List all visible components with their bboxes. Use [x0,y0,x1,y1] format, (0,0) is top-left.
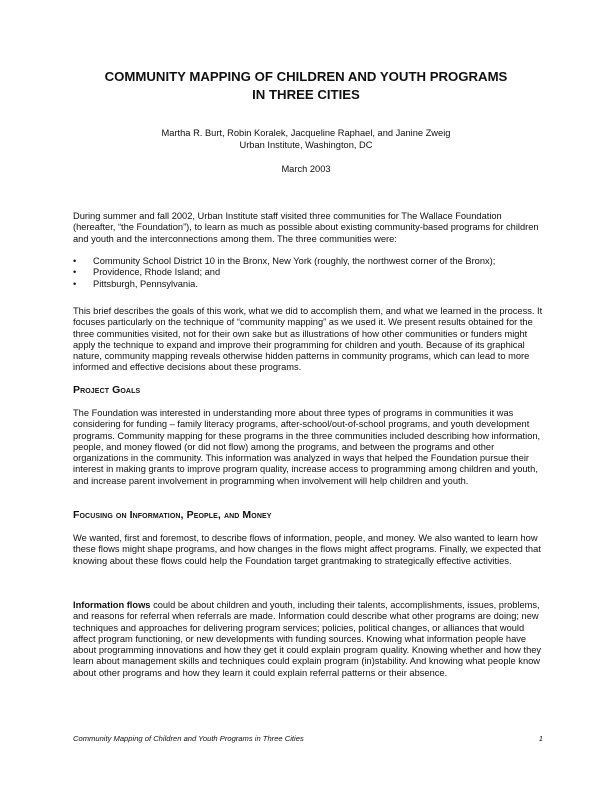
author-block [60,127,552,151]
bullet-icon: • [73,267,77,278]
list-item: • Community School District 10 in the Bronx, New York (roughly, the northwest corner of the Bronx); [73,256,496,266]
info-flows-text: could be about children and youth, including their talents, accomplishments, issues, problems, and reasons for referral when referrals are made. Information could describe what other programs are doing; new techniques and approaches for delivering program services; policies, political changes, or alliances that would affect program functioning, or new developments with funding sources. Knowing what information people have about programming innovations and how they get it could explain program quality. Knowing whether and how they learn about management skills and techniques could explain program (in)stability. And knowing what people know about other programs and how they learn it could explain referral patterns or their absence. [73,600,542,678]
brief-paragraph: This brief describes the goals of this work, what we did to accomplish them, and what we learned in the process. It focuses particularly on the technique of “community mapping” as we used it. We present results obtained for the three communities visited, not for their own sake but as illustrations of how other communities or funders might apply the technique to expand and improve their programming for children and youth. Because of its graphical nature, community mapping reveals otherwise hidden patterns in community programs, which can lead to more informed and effective decisions about these programs. [73,306,543,373]
title-line-2: IN THREE CITIES [252,87,360,102]
section-heading-focus: Focusing on Information, People, and Money [73,509,272,521]
goals-paragraph: The Foundation was interested in understanding more about three types of programs in communities it was considering for funding – family literacy programs, after-school/out-of-school programs, and youth development programs. Community mapping for these programs in the three communities included describing how information, people, and money flowed (or did not flow) among the programs, and between the programs and other organizations in the community. This information was analyzed in ways that helped the Foundation pursue their interest in making grants to improve program quality, increase access to programming among children and youth, and increase parent involvement in programming when involvement will help children and youth. [73,408,541,486]
bullet-icon: • [73,278,77,289]
publication-date: March 2003 [281,164,331,174]
title-line-1: COMMUNITY MAPPING OF CHILDREN AND YOUTH PROGRAMS [104,69,508,84]
bullet-icon: • [73,256,77,266]
list-item: • Providence, Rhode Island; and [73,267,221,278]
author-names: Martha R. Burt, Robin Koralek, Jacqueline Raphael, and Janine Zweig [161,128,451,138]
info-flows-paragraph [73,600,543,679]
page-footer [73,734,543,743]
list-item: • Pittsburgh, Pennsylvania. [73,278,198,289]
communities-list [73,256,543,290]
info-flows-lead: Information flows [73,600,151,610]
author-institution: Urban Institute, Washington, DC [239,140,373,150]
section-heading-goals: Project Goals [73,384,141,396]
document-title [60,68,552,104]
footer-title: Community Mapping of Children and Youth Programs in Three Cities [73,734,304,743]
intro-paragraph: During summer and fall 2002, Urban Institute staff visited three communities for The Wallace Foundation (hereafter, “the Foundation”), to learn as much as possible about existing community-based programs for children and youth and the interconnections among them. The three communities were: [73,211,539,244]
focus-paragraph: We wanted, first and foremost, to describe flows of information, people, and money. We also wanted to learn how these flows might shape programs, and how changes in the flows might affect programs. Finally, we expected that knowing about these flows could help the Foundation target grantmaking to strategically effective activities. [73,533,541,566]
page-number: 1 [538,734,543,743]
